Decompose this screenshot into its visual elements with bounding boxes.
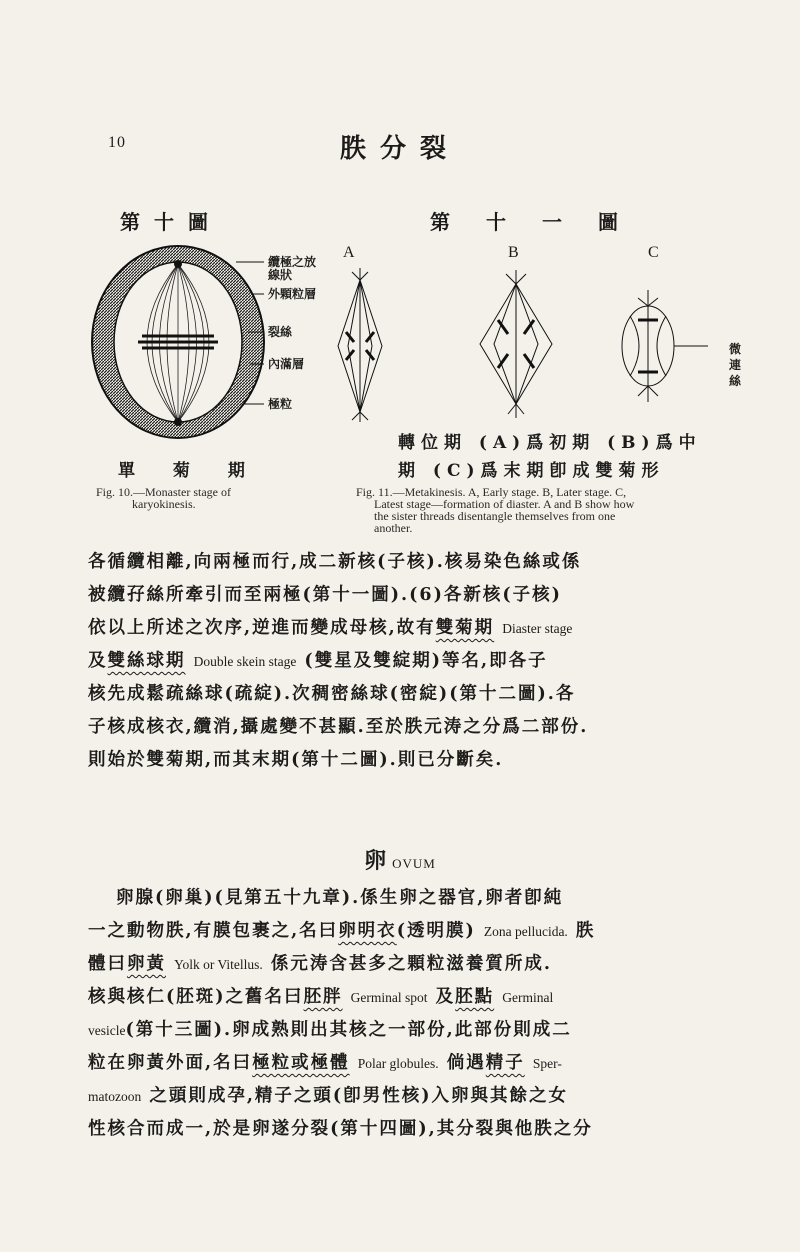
caption-line: Latest stage—formation of diaster. A and B show how bbox=[374, 497, 635, 511]
text-line: 被纜孖絲所牽引而至兩極(第十一圖).(6)各新核(子核) bbox=[88, 585, 562, 605]
term: 胚點 bbox=[455, 987, 495, 1007]
text-line: 及雙絲球期 Double skein stage (雙星及雙綻期)等名,即各子 bbox=[88, 651, 548, 671]
text-line: 核先成鬆疏絲球(疏綻).次稠密絲球(密綻)(第十二圖).各 bbox=[88, 684, 576, 704]
page-number: 10 bbox=[108, 134, 126, 151]
figure-10-title: 第十圖 bbox=[120, 210, 222, 234]
caption-line: the sister threads disentangle themselves from one bbox=[374, 509, 616, 523]
caption-line: Fig. 11.—Metakinesis. A, Early stage. B, Later stage. C, bbox=[356, 485, 627, 499]
figure-11-cjk-caption-line2: 期 (C)爲末期卽成雙菊形 bbox=[398, 461, 665, 481]
section-heading-ovum bbox=[0, 844, 800, 875]
caption-line: karyokinesis. bbox=[132, 497, 196, 511]
text-line: 一之動物胅,有膜包裹之,名曰卵明衣(透明膜) Zona pellucida. 胅 bbox=[88, 921, 596, 941]
text-line: 粒在卵黃外面,名曰極粒或極體 Polar globules. 倘遇精子 Sper- bbox=[88, 1053, 562, 1073]
text-line: 核與核仁(胚斑)之舊名曰胚胖 Germinal spot 及胚點 Germinal bbox=[88, 987, 554, 1007]
running-title: 胅分裂 bbox=[340, 134, 461, 164]
text-line: 則始於雙菊期,而其末期(第十二圖).則已分斷矣. bbox=[88, 750, 504, 770]
figure-11-cjk-caption-line1: 轉位期 (A)爲初期 (B)爲中 bbox=[398, 433, 702, 453]
fig10-label-threads: 裂絲 bbox=[268, 325, 293, 339]
body-paragraph-2 bbox=[88, 882, 718, 1146]
term: 極粒或極體 bbox=[252, 1053, 350, 1073]
fig10-label-inner-layer: 內滿層 bbox=[268, 357, 305, 371]
fig10-label-aster-rays: 纜極之放線狀 bbox=[268, 255, 317, 282]
text-line: 各循纜相離,向兩極而行,成二新核(子核).核易染色絲或係 bbox=[88, 552, 582, 572]
fig11-sublabel-b: B bbox=[508, 244, 519, 261]
body-paragraph-1 bbox=[88, 546, 718, 777]
caption-line: Fig. 10.—Monaster stage of bbox=[96, 485, 231, 499]
text-line: 體曰卵黃 Yolk or Vitellus. 係元涛含甚多之顆粒滋養質所成. bbox=[88, 954, 552, 974]
term: 卵黃 bbox=[127, 954, 166, 974]
term: 胚胖 bbox=[303, 987, 343, 1007]
figure-10-caption bbox=[96, 486, 336, 510]
caption-line: another. bbox=[374, 521, 413, 535]
term: 雙菊期 bbox=[435, 618, 495, 638]
text-line: 性核合而成一,於是卵遂分裂(第十四圖),其分裂與他胅之分 bbox=[88, 1119, 593, 1139]
term: 精子 bbox=[485, 1053, 525, 1073]
term: 卵明衣 bbox=[338, 921, 397, 941]
heading-english: OVUM bbox=[392, 856, 436, 871]
text-line: 卵腺(卵巢)(見第五十九章).係生卵之器官,卵者卽純 bbox=[116, 888, 564, 908]
figure-11-caption bbox=[356, 486, 716, 534]
fig10-label-outer-granular-layer: 外顆粒層 bbox=[268, 287, 317, 301]
text-line: 子核成核衣,纜消,攝處變不甚顯.至於胅元涛之分爲二部份. bbox=[88, 717, 589, 737]
heading-cjk: 卵 bbox=[364, 848, 387, 874]
figure-11-title: 第十一圖 bbox=[430, 210, 654, 234]
text-line: matozoon 之頭則成孕,精子之頭(卽男性核)入卵與其餘之女 bbox=[88, 1086, 568, 1106]
figure-10-cjk-caption: 單 菊 期 bbox=[118, 461, 261, 481]
fig10-label-pole-granule: 極粒 bbox=[268, 397, 293, 411]
term: 雙絲球期 bbox=[107, 651, 186, 671]
figure-11-metakinesis-illustration bbox=[330, 262, 730, 422]
fig11-sublabel-a: A bbox=[343, 244, 355, 261]
fig11-sublabel-c: C bbox=[648, 244, 659, 261]
text-line: vesicle(第十三圖).卵成熟則出其核之一部份,此部份則成二 bbox=[88, 1020, 572, 1040]
fig11-side-label-connecting-threads: 微連絲 bbox=[729, 342, 742, 388]
text-line: 依以上所述之次序,逆進而變成母核,故有雙菊期 Diaster stage bbox=[88, 618, 573, 638]
